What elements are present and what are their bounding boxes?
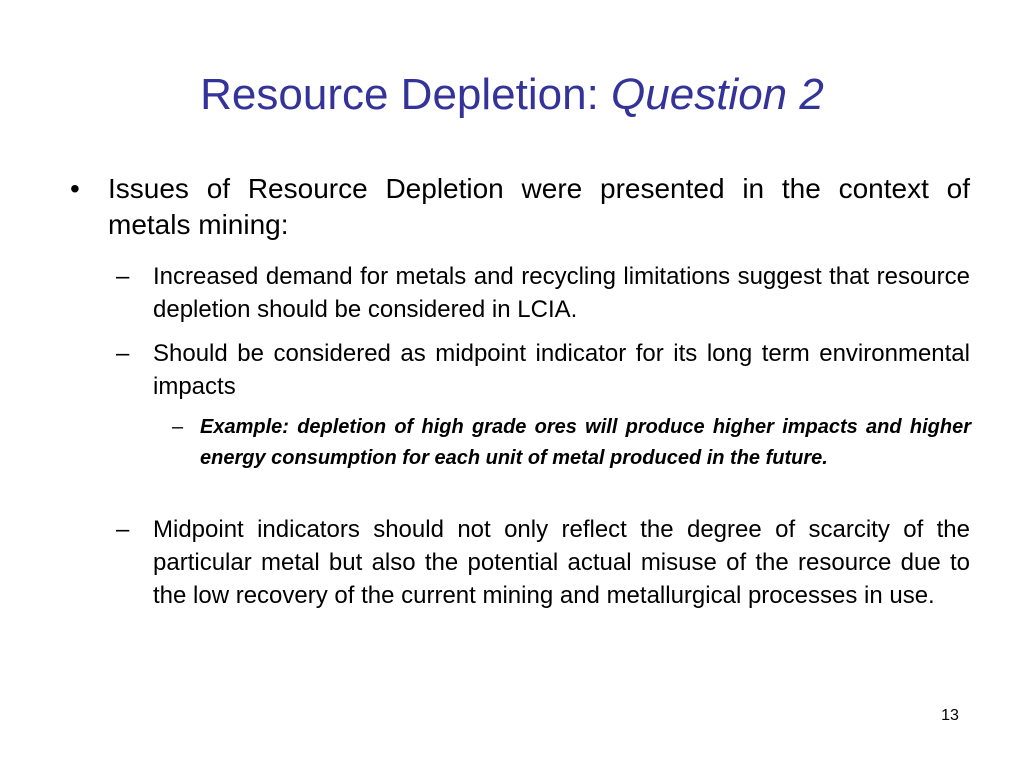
slide-title-text: Resource Depletion: [200,70,612,119]
sub-bullet-item-2 [116,337,970,403]
slide-title-italic: Question 2 [611,70,824,119]
sub-bullet-item-3 [116,513,970,612]
dash-marker: – [116,516,130,543]
page-number: 13 [941,707,959,724]
bullet-marker: • [70,173,80,204]
slide-title [0,66,1024,124]
sub-bullet-text-2: Should be considered as midpoint indicator for its long term environmental impacts [153,340,970,400]
bullet-text-1: Issues of Resource Depletion were presented in the context of metals mining: [108,173,970,240]
dash-marker: – [172,416,184,438]
sub-bullet-item-1 [116,260,970,326]
example-text: Example: depletion of high grade ores will produce higher impacts and higher energy consumption for each unit of metal produced in the future. [200,416,971,469]
bullet-item-1 [70,171,970,243]
sub-bullet-text-3: Midpoint indicators should not only reflect the degree of scarcity of the particular metal but also the potential actual misuse of the resource due to the low recovery of the current mining and metallurgical processes in use. [153,516,970,609]
dash-marker: – [116,263,130,290]
dash-marker: – [116,340,130,367]
example-item [172,412,971,474]
sub-bullet-text-1: Increased demand for metals and recycling limitations suggest that resource depletion should be considered in LCIA. [153,263,970,323]
